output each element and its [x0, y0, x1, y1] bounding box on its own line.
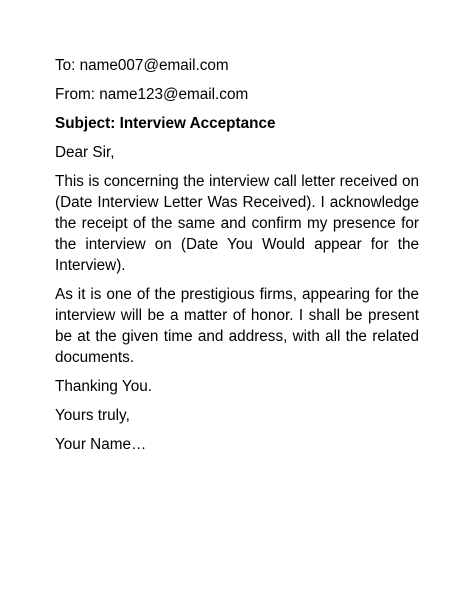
letter-body: [55, 55, 419, 463]
paragraph-interview-letter: This is concerning the interview call letter received on (Date Interview Letter Was Received). I acknowledge the receipt of the same and confirm my presence for the interview on (Date You Would appear for the Interview).: [55, 173, 419, 274]
thanks-line: Thanking You.: [55, 378, 152, 395]
to-line: To: name007@email.com: [55, 57, 229, 74]
closing-line: Yours truly,: [55, 407, 130, 424]
salutation: Dear Sir,: [55, 144, 115, 161]
signature-line: Your Name…: [55, 436, 147, 453]
from-line: From: name123@email.com: [55, 86, 249, 103]
subject-line: Subject: Interview Acceptance: [55, 115, 276, 132]
paragraph-honor: As it is one of the prestigious firms, appearing for the interview will be a matter of honor. I shall be present be at the given time and address, with all the related documents.: [55, 286, 419, 366]
